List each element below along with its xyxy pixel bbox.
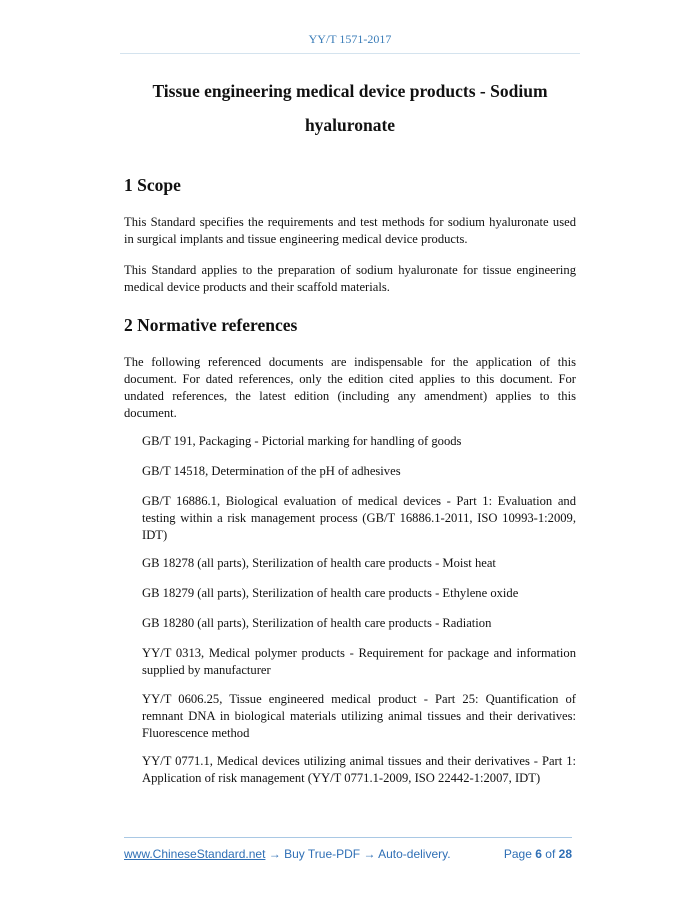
title-line-2: hyaluronate xyxy=(304,115,396,135)
header-divider xyxy=(120,53,580,54)
scope-paragraph: This Standard applies to the preparation of sodium hyaluronate for tissue engineering medical device products and their scaffold materials. xyxy=(124,263,576,294)
page-number: 6 xyxy=(535,847,542,861)
reference-item: YY/T 0771.1, Medical devices utilizing animal tissues and their derivatives - Part 1: Application of risk management (YY/T 0771.1-2009, ISO 22442-1:2007, IDT) xyxy=(142,754,576,785)
reference-item: GB/T 14518, Determination of the pH of adhesives xyxy=(142,464,401,478)
reference-item: GB 18278 (all parts), Sterilization of health care products - Moist heat xyxy=(142,556,496,570)
section-heading-scope: 1 Scope xyxy=(124,175,181,195)
website-link[interactable]: www.ChineseStandard.net xyxy=(124,847,266,861)
page-total: 28 xyxy=(558,847,572,861)
document-title xyxy=(124,74,576,142)
scope-paragraph: This Standard specifies the requirements and test methods for sodium hyaluronate used in surgical implants and tissue engineering medical device products. xyxy=(124,215,576,246)
reference-item: GB/T 16886.1, Biological evaluation of medical devices - Part 1: Evaluation and testing within a risk management process (GB/T 16886.1-2011, ISO 10993-1:2009, IDT) xyxy=(142,494,576,542)
reference-item: GB/T 191, Packaging - Pictorial marking for handling of goods xyxy=(142,434,462,448)
footer xyxy=(124,847,572,861)
title-line-1: Tissue engineering medical device products - Sodium xyxy=(152,81,548,101)
normative-intro: The following referenced documents are indispensable for the application of this document. For dated references, only the edition cited applies to this document. For undated references, the latest edition (including any amendment) applies to this document. xyxy=(124,355,576,420)
page-label: Page xyxy=(503,847,532,861)
footer-divider xyxy=(124,837,572,838)
section-heading-normative-references: 2 Normative references xyxy=(124,315,298,335)
footer-promo xyxy=(124,847,451,861)
reference-item: GB 18280 (all parts), Sterilization of health care products - Radiation xyxy=(142,616,492,630)
header-doc-code: YY/T 1571-2017 xyxy=(308,32,392,46)
reference-item: YY/T 0606.25, Tissue engineered medical product - Part 25: Quantification of remnant DNA in biological materials utilizing animal tissues and their derivatives: Fluorescence method xyxy=(142,692,576,740)
footer-promo-text: → Buy True-PDF → Auto-delivery. xyxy=(265,847,451,861)
page-indicator xyxy=(504,847,572,861)
reference-item: GB 18279 (all parts), Sterilization of health care products - Ethylene oxide xyxy=(142,586,519,600)
of-label: of xyxy=(545,847,556,861)
reference-item: YY/T 0313, Medical polymer products - Requirement for package and information supplied by manufacturer xyxy=(142,646,576,677)
